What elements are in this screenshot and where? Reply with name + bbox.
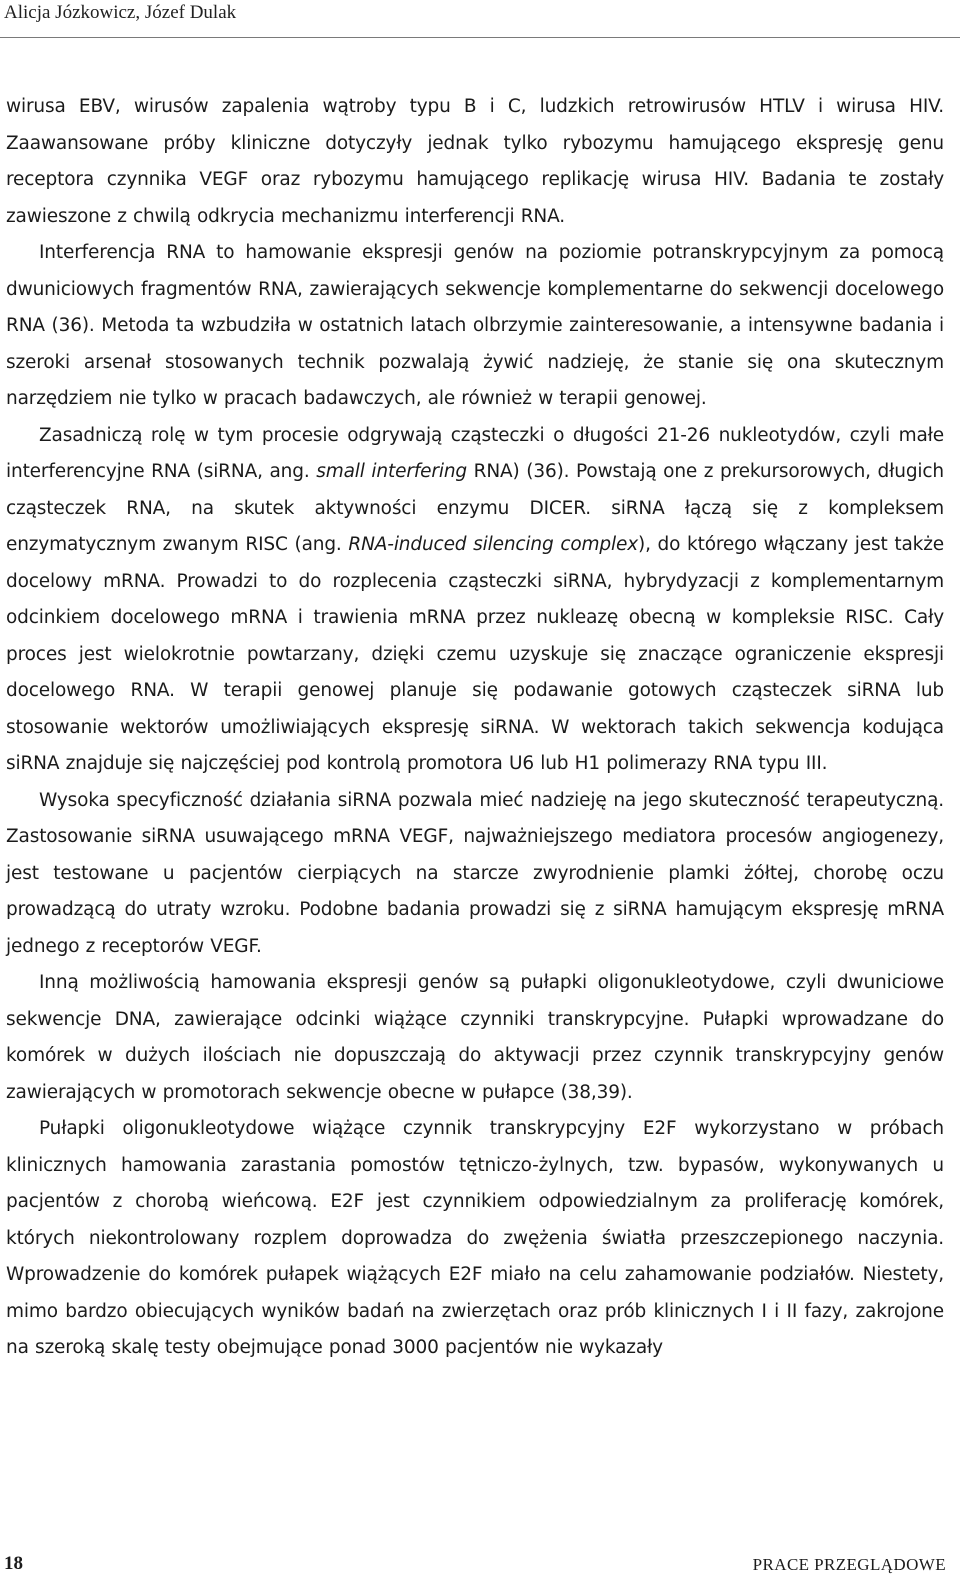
section-label: PRACE PRZEGLĄDOWE xyxy=(752,1555,946,1574)
paragraph-3-text-a: Zasadniczą rolę w tym procesie odgrywają cząsteczki o długości 21-26 nukleotydów, czyli małe interferencyjne RNA (siRNA, ang. xyxy=(6,424,944,482)
running-header-authors: Alicja Józkowicz, Józef Dulak xyxy=(4,2,237,23)
term-small-interfering: small interfering xyxy=(316,461,467,482)
term-risc-expansion: RNA-induced silencing complex xyxy=(348,534,638,555)
article-body xyxy=(6,89,944,1367)
page-number: 18 xyxy=(4,1553,23,1574)
paragraph-5: Inną możliwością hamowania ekspresji genów są pułapki oligonukleotydowe, czyli dwuniciowe sekwencje DNA, zawierające odcinki wiążące czynniki transkrypcyjne. Pułapki wprowadzane do komórek w dużych ilościach nie dopuszczają do aktywacji przez czynnik transkrypcyjny genów zawierających w promotorach sekwencje obecne w pułapce (38,39). xyxy=(6,972,944,1103)
paragraph-2: Interferencja RNA to hamowanie ekspresji genów na poziomie potranskrypcyjnym za pomocą dwuniciowych fragmentów RNA, zawierających sekwencje komplementarne do sekwencji docelowego RNA (36). Metoda ta wzbudziła w ostatnich latach olbrzymie zainteresowanie, a intensywne badania i szeroki arsenał stosowanych technik pozwalają żywić nadzieję, że stanie się ona skutecznym narzędziem nie tylko w pracach badawczych, ale również w terapii genowej. xyxy=(6,242,944,409)
paragraph-3-text-c: RNA) (36). Powstają one z prekursorowych, długich cząsteczek RNA, na skutek aktywności enzymu DICER. siRNA łączą się z kompleksem enzymatycznym zwanym RISC (ang. xyxy=(6,461,945,555)
paragraph-3-text-e: ), do którego włączany jest także docelowy mRNA. Prowadzi to do rozplecenia cząsteczki siRNA, hybrydyzacji z komplementarnym odcinkiem docelowego mRNA i trawienia mRNA przez nukleazę obecną w kompleksie RISC. Cały proces jest wielokrotnie powtarzany, dzięki czemu uzyskuje się znaczące ograniczenie ekspresji docelowego RNA. W terapii genowej planuje się podawanie gotowych cząsteczek siRNA lub stosowanie wektorów umożliwiających ekspresję siRNA. W wektorach takich sekwencja kodująca siRNA znajduje się najczęściej pod kontrolą promotora U6 lub H1 polimerazy RNA typu III. xyxy=(6,534,944,774)
paragraph-3 xyxy=(6,418,944,783)
header-divider xyxy=(0,37,960,38)
paragraph-1: wirusa EBV, wirusów zapalenia wątroby typu B i C, ludzkich retrowirusów HTLV i wirusa HIV. Zaawansowane próby kliniczne dotyczyły jednak tylko rybozymu hamującego ekspresję genu receptora czynnika VEGF oraz rybozymu hamującego replikację wirusa HIV. Badania te zostały zawieszone z chwilą odkrycia mechanizmu interferencji RNA. xyxy=(6,96,944,227)
paragraph-4: Wysoka specyficzność działania siRNA pozwala mieć nadzieję na jego skuteczność terapeutyczną. Zastosowanie siRNA usuwającego mRNA VEGF, najważniejszego mediatora procesów angiogenezy, jest testowane u pacjentów cierpiących na starcze zwyrodnienie plamki żółtej, chorobę oczu prowadzącą do utraty wzroku. Podobne badania prowadzi się z siRNA hamującym ekspresję mRNA jednego z receptorów VEGF. xyxy=(6,789,944,957)
paragraph-6: Pułapki oligonukleotydowe wiążące czynnik transkrypcyjny E2F wykorzystano w próbach klinicznych hamowania zarastania pomostów tętniczo-żylnych, tzw. bypasów, wykonywanych u pacjentów z chorobą wieńcową. E2F jest czynnikiem odpowiedzialnym za proliferację komórek, których niekontrolowany rozplem doprowadza do zwężenia światła przeszczepionego naczynia. Wprowadzenie do komórek pułapek wiążących E2F miało na celu zahamowanie podziałów. Niestety, mimo bardzo obiecujących wyników badań na zwierzętach oraz prób klinicznych I i II fazy, zakrojone na szeroką skalę testy obejmujące ponad 3000 pacjentów nie wykazały xyxy=(6,1118,944,1358)
